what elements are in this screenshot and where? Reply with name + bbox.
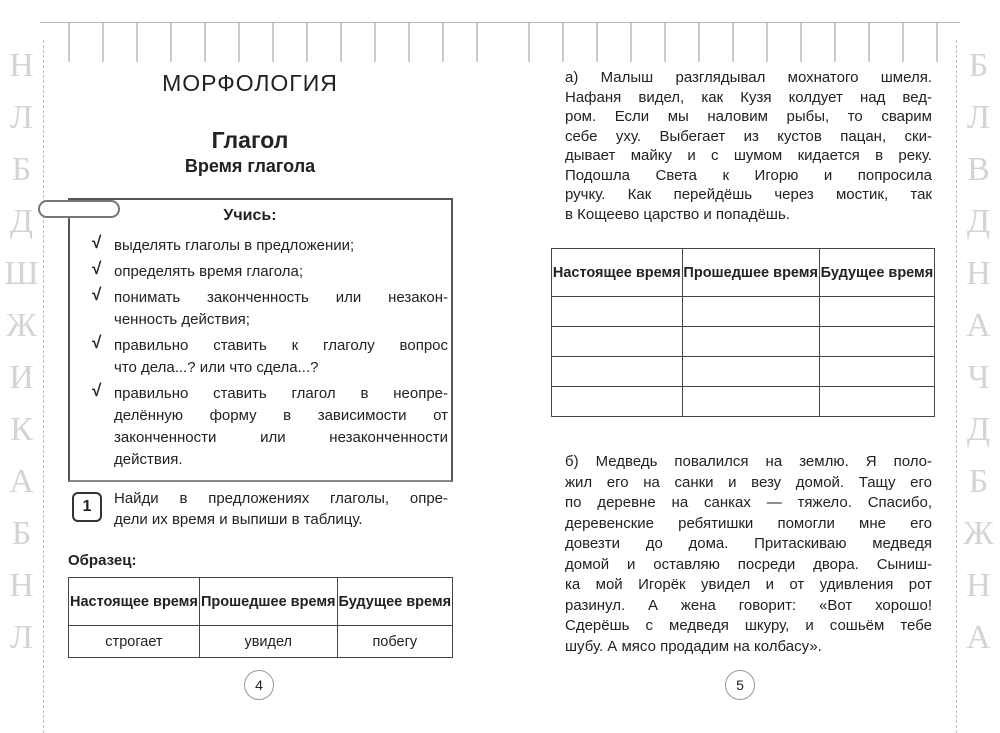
text-line: ручку. Как перейдёшь через мостик, так	[565, 186, 932, 203]
sample-label: Образец:	[68, 552, 137, 569]
cell-past: увидел	[199, 626, 337, 658]
margin-letter: Б	[11, 515, 32, 552]
text-line: дели их время и выпиши в таблицу.	[114, 511, 363, 528]
task-text	[114, 488, 448, 530]
answer-table	[551, 248, 935, 417]
cell-present: строгает	[69, 626, 200, 658]
margin-letter: Л	[9, 99, 34, 136]
decorative-border	[500, 22, 960, 62]
margin-letter: Б	[11, 151, 32, 188]
text-line: домой и оставляю посреди двора. Сыниш-	[565, 555, 932, 573]
learn-item-line: выделять глаголы в предложении;	[114, 237, 355, 254]
margin-letter: Д	[966, 203, 991, 240]
sample-table	[68, 577, 453, 658]
margin-letter: Н	[966, 567, 991, 604]
margin-letter: Б	[968, 463, 989, 500]
margin-letter: Ж	[6, 307, 37, 344]
header-present: Настоящее время	[552, 249, 683, 297]
page-number: 4	[244, 670, 274, 700]
margin-letter: Б	[968, 47, 989, 84]
learn-item-line: что дела...? или что сдела...?	[114, 359, 319, 376]
margin-letter: А	[966, 619, 991, 656]
learn-item-line: понимать законченность или незакон-	[114, 289, 448, 306]
text-line: себе уху. Выбегает из кустов пацан, ски-	[565, 127, 932, 145]
text-line: Найди в предложениях глаголы, опре-	[114, 490, 448, 507]
learn-item-line: ченность действия;	[114, 311, 250, 328]
text-line: деревенские ребятишки помогли мне его	[565, 514, 932, 532]
header-past: Прошедшее время	[682, 249, 819, 297]
margin-letter: Ш	[4, 255, 39, 292]
learn-item-line: определять время глагола;	[114, 263, 304, 280]
decorative-border	[40, 22, 500, 62]
margin-letter: Д	[966, 411, 991, 448]
learn-list	[92, 233, 448, 475]
learn-title: Учись:	[223, 207, 277, 224]
checkmark-icon: √	[92, 381, 102, 400]
exercise-text-b	[565, 452, 932, 657]
margin-letter: Д	[9, 203, 34, 240]
learn-item	[92, 233, 448, 257]
topic-title: Глагол	[211, 127, 289, 153]
learn-item-line: правильно ставить глагол в неопре-	[114, 385, 448, 402]
margin-letters-decoration	[956, 40, 1000, 733]
checkmark-icon: √	[92, 233, 102, 252]
text-line: б) Медведь повалился на землю. Я поло-	[565, 453, 932, 470]
text-line: довезти до дома. Притаскиваю медведя	[565, 535, 932, 552]
learn-item-line: делённую форму в зависимости от	[114, 407, 448, 424]
learn-item-line: правильно ставить к глаголу вопрос	[114, 337, 448, 354]
learn-item	[92, 285, 448, 331]
header-future: Будущее время	[819, 249, 934, 297]
text-line: Нафаня видел, как Кузя колдует над вед-	[565, 88, 932, 106]
page-number: 5	[725, 670, 755, 700]
text-line: дывает майку и с шумом кидается в реку.	[565, 147, 932, 164]
subtopic-title: Время глагола	[184, 156, 316, 176]
header-present: Настоящее время	[69, 578, 200, 626]
checkmark-icon: √	[92, 285, 102, 304]
text-line: Сдерёшь с медведя шкуру, и сошьём тебе	[565, 617, 932, 634]
margin-letter: Ж	[963, 515, 994, 552]
learn-item	[92, 333, 448, 379]
cell-future: побегу	[337, 626, 452, 658]
header-past: Прошедшее время	[199, 578, 337, 626]
margin-letter: Н	[9, 567, 34, 604]
learn-item	[92, 381, 448, 471]
checkmark-icon: √	[92, 259, 102, 278]
text-line: Подошла Света к Игорю и попросила	[565, 166, 932, 184]
margin-letter: Л	[966, 99, 991, 136]
margin-letter: Ч	[967, 359, 990, 396]
text-line: ром. Если мы наловим рыбы, то сварим	[565, 108, 932, 125]
margin-letter: А	[9, 463, 34, 500]
text-line: в Кощеево царство и попадёшь.	[565, 205, 790, 223]
learn-item	[92, 259, 448, 283]
checkmark-icon: √	[92, 333, 102, 352]
header-future: Будущее время	[337, 578, 452, 626]
margin-letter: И	[9, 359, 34, 396]
margin-letter: Н	[966, 255, 991, 292]
text-line: по деревне на санках — тяжело. Спасибо,	[565, 494, 932, 511]
text-line: шубу. А мясо продадим на колбасу».	[565, 637, 822, 655]
task-number-badge: 1	[72, 492, 102, 522]
section-title: МОРФОЛОГИЯ	[162, 70, 338, 96]
margin-letter: Н	[9, 47, 34, 84]
exercise-text-a	[565, 68, 932, 224]
right-page	[500, 0, 1000, 733]
learn-item-line: законченности или незаконченности	[114, 429, 448, 446]
text-line: ка мой Игорёк увидел и от удивления рот	[565, 576, 932, 593]
learn-item-line: действия.	[114, 451, 183, 468]
margin-letter: А	[966, 307, 991, 344]
text-line: жил его на санки и везу домой. Тащу его	[565, 473, 932, 491]
text-line: разинул. А жена говорит: «Вот хорошо!	[565, 596, 932, 614]
margin-letter: К	[10, 411, 33, 448]
margin-letter: В	[967, 151, 990, 188]
text-line: а) Малыш разглядывал мохнатого шмеля.	[565, 69, 932, 86]
margin-letter: Л	[9, 619, 34, 656]
